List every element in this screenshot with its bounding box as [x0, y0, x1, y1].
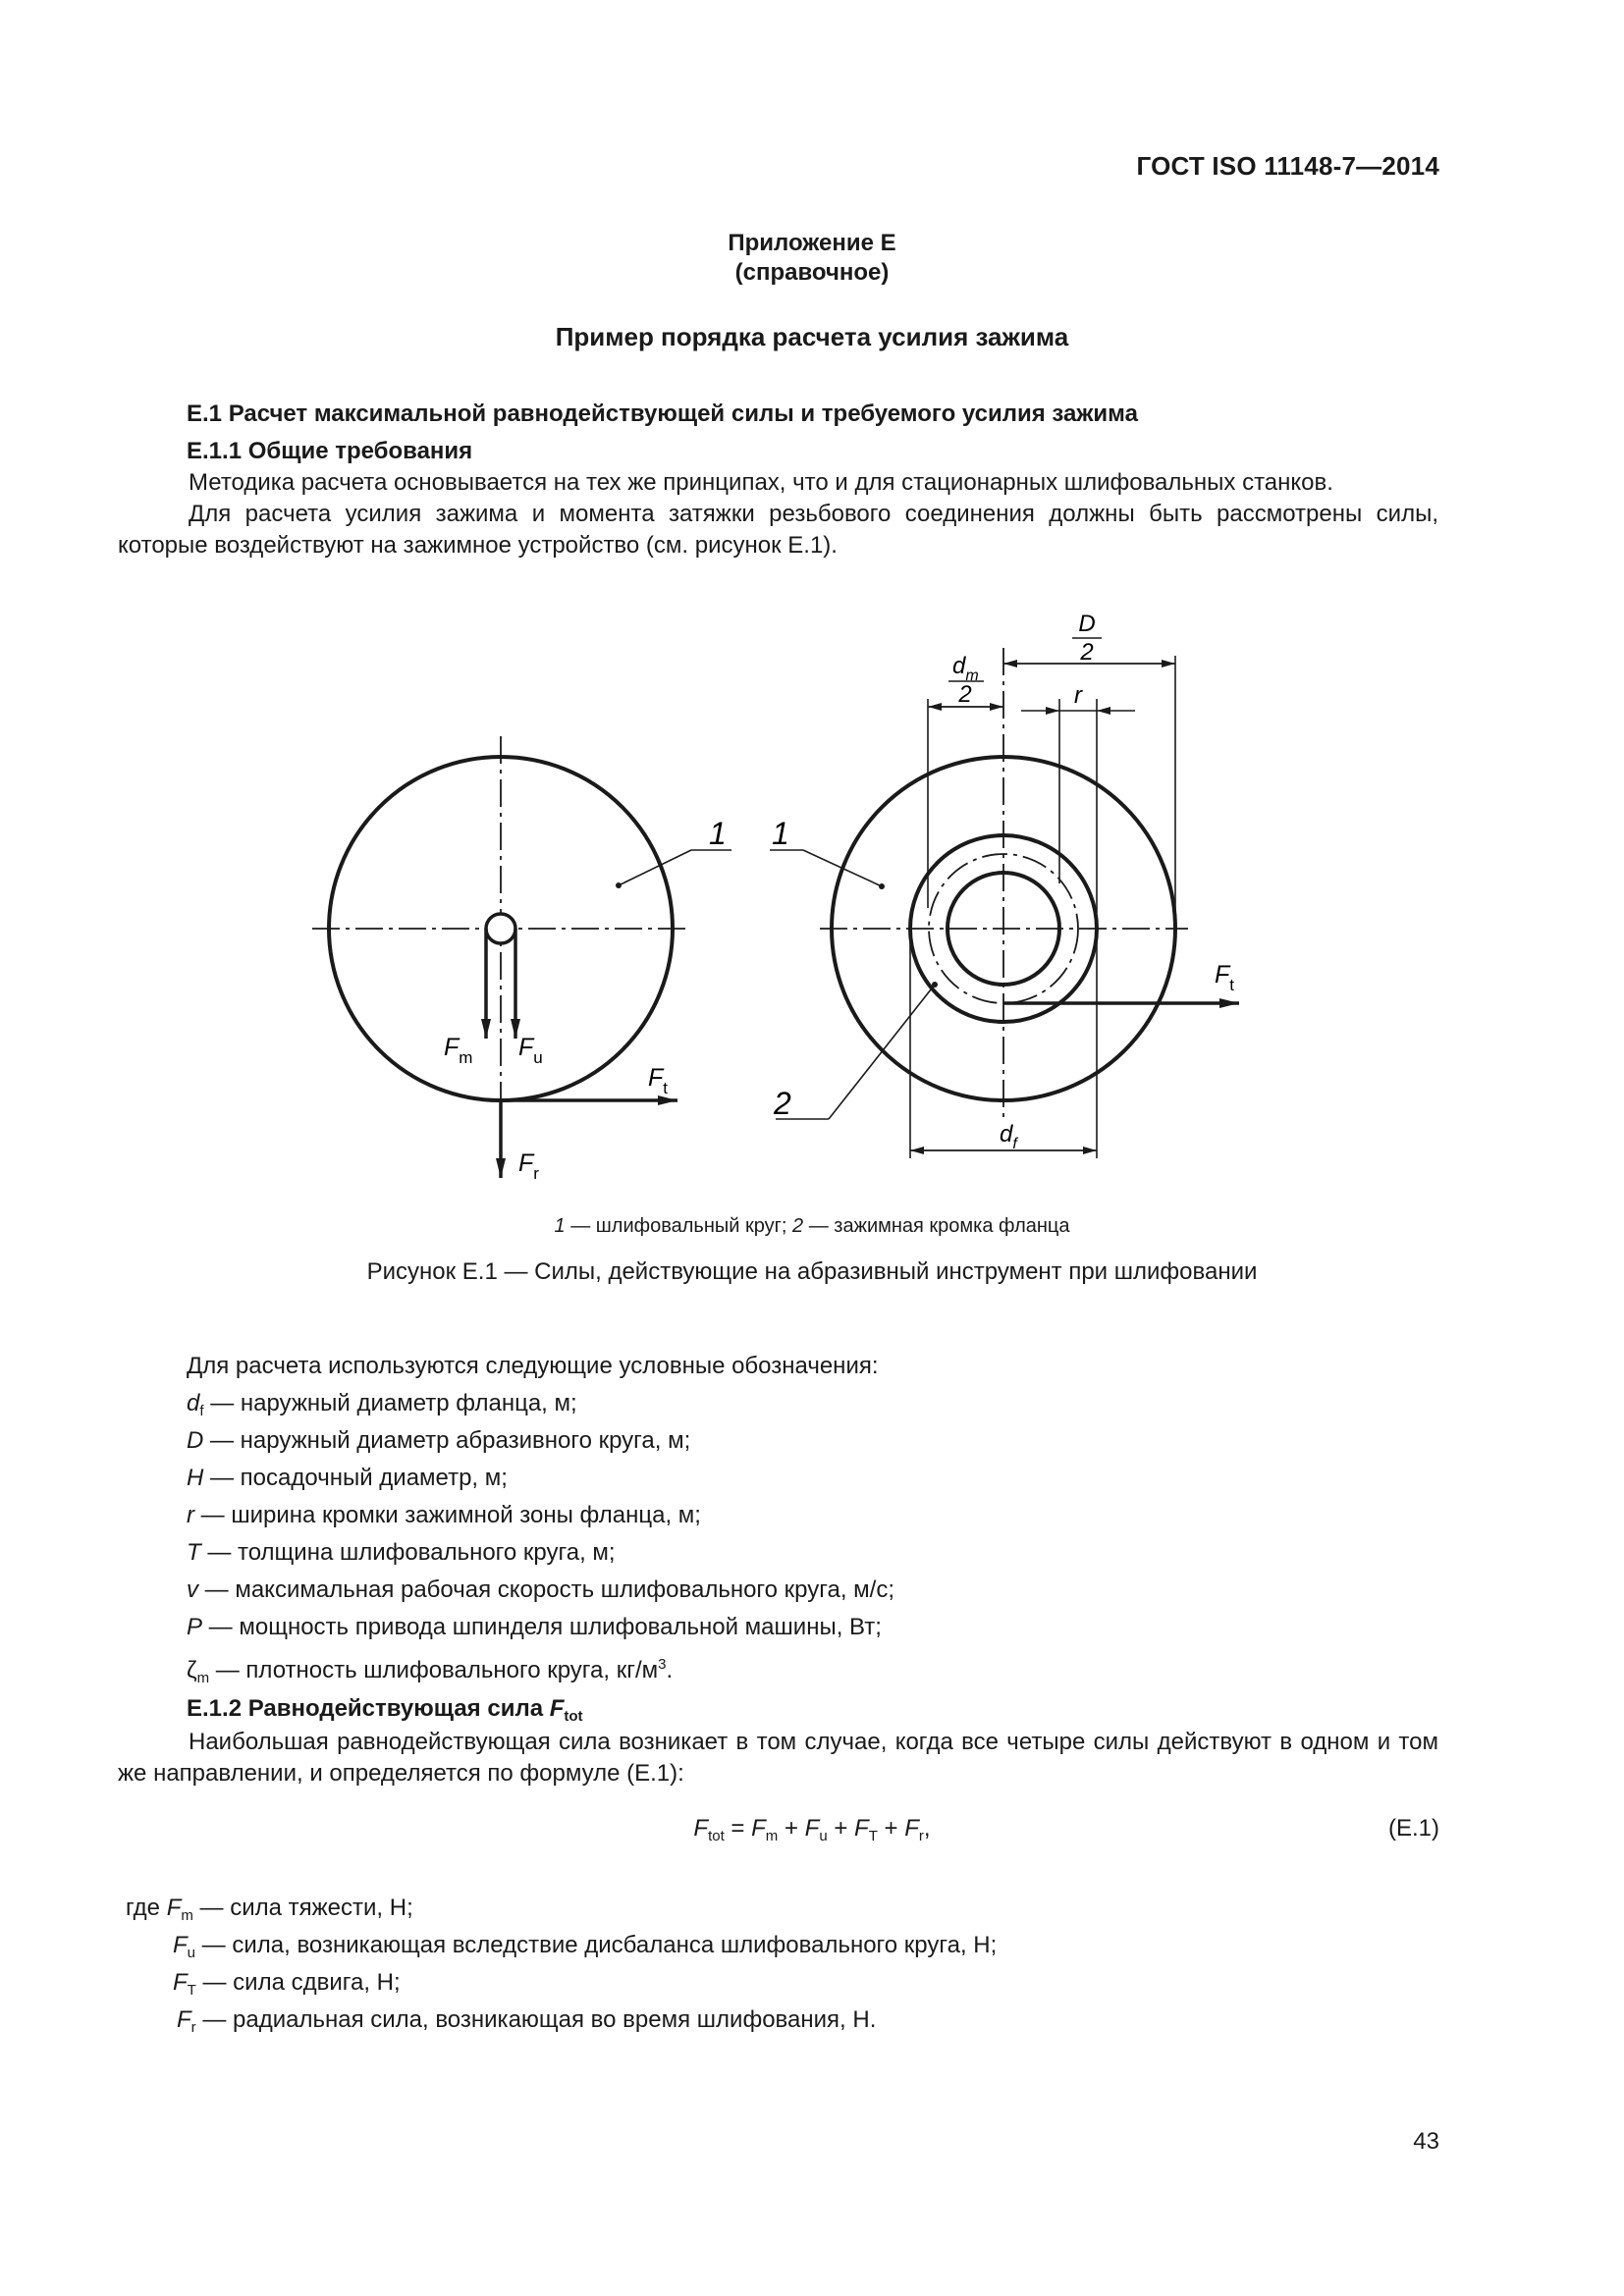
label-fr: $F_r$ [518, 1149, 539, 1183]
label-ft-right: $F_t$ [1215, 961, 1235, 994]
section-e11-heading: Е.1.1 Общие требования [187, 438, 473, 464]
label-d-numerator: D [1078, 611, 1096, 637]
left-wheel-view [312, 736, 731, 1183]
where-item: $F_r$ — радиальная сила, возникающая во время шлифования, Н. [177, 2006, 877, 2036]
callout-1-right: 1 [772, 816, 789, 851]
formula-e1: $F_{tot} = F_m + F_u + F_T + F_r$, [693, 1815, 931, 1844]
label-r: r [1074, 682, 1082, 709]
label-dm-denominator: 2 [958, 681, 972, 708]
where-item: $F_u$ — сила, возникающая вследствие дисбаланса шлифовального круга, Н; [173, 1932, 998, 1961]
section-e12-heading: Е.1.2 Равнодействующая сила $F_{tot}$ [187, 1695, 583, 1725]
callout-1-leader-right [803, 850, 882, 886]
annex-letter: Приложение Е [728, 230, 896, 256]
callout-2-leader [829, 985, 935, 1119]
section-e1-heading: Е.1 Расчет максимальной равнодействующей силы и требуемого усилия зажима [187, 400, 1138, 427]
paragraph-1: Методика расчета основывается на тех же принципах, что и для стационарных шлифовальных станков. [189, 469, 1333, 496]
paragraph-e12: Наибольшая равнодействующая сила возникает в том случае, когда все четыре силы действуют в одном и том же направлении, и определяется по формуле (Е.1): [118, 1729, 1438, 1787]
callout-2: 2 [774, 1086, 791, 1121]
label-df: $d_f$ [1000, 1121, 1017, 1152]
label-ft-left: $F_t$ [648, 1064, 669, 1097]
label-fm: $F_m$ [444, 1034, 473, 1067]
right-wheel-view [770, 611, 1239, 1158]
symbol-item: P — мощность привода шпинделя шлифовальной машины, Вт; [187, 1614, 882, 1640]
annex-title: Пример порядка расчета усилия зажима [555, 322, 1069, 351]
symbol-item-density: $\zeta_m$ — плотность шлифовального круга, $кг/м^3$. [187, 1656, 674, 1686]
symbols-intro: Для расчета используются следующие условные обозначения: [187, 1353, 879, 1379]
wheel-bore-left [486, 914, 515, 943]
standard-designation: ГОСТ ISO 11148-7—2014 [1136, 151, 1439, 181]
where-item: где $F_m$ — сила тяжести, Н; [126, 1895, 413, 1924]
figure-caption: Рисунок Е.1 — Силы, действующие на абразивный инструмент при шлифовании [366, 1258, 1258, 1285]
symbol-item: H — посадочный диаметр, м; [187, 1465, 508, 1491]
formula-number: (Е.1) [1387, 1815, 1439, 1842]
page-number: 43 [1413, 2128, 1439, 2155]
label-dm-numerator: $d_m$ [952, 653, 979, 684]
symbol-item: r — ширина кромки зажимной зоны фланца, м; [187, 1502, 701, 1528]
symbol-item: T — толщина шлифовального круга, м; [187, 1539, 616, 1566]
label-d-denominator: 2 [1080, 639, 1094, 666]
figure-legend: 1 — шлифовальный круг; 2 — зажимная кромка фланца [554, 1215, 1070, 1237]
where-item: $F_T$ — сила сдвига, Н; [173, 1969, 401, 1999]
paragraph-2: Для расчета усилия зажима и момента затяжки резьбового соединения должны быть рассмотрены силы, которые воздействуют на зажимное устройство (см. рисунок Е.1). [118, 501, 1438, 559]
symbol-item: v — максимальная рабочая скорость шлифовального круга, м/с; [187, 1576, 894, 1603]
callout-1-left: 1 [709, 816, 727, 851]
symbol-item: $d_f$ — наружный диаметр фланца, м; [187, 1390, 577, 1419]
symbol-item: D — наружный диаметр абразивного круга, м; [187, 1427, 691, 1454]
annex-status: (справочное) [734, 259, 890, 286]
label-fu: $F_u$ [518, 1034, 543, 1067]
